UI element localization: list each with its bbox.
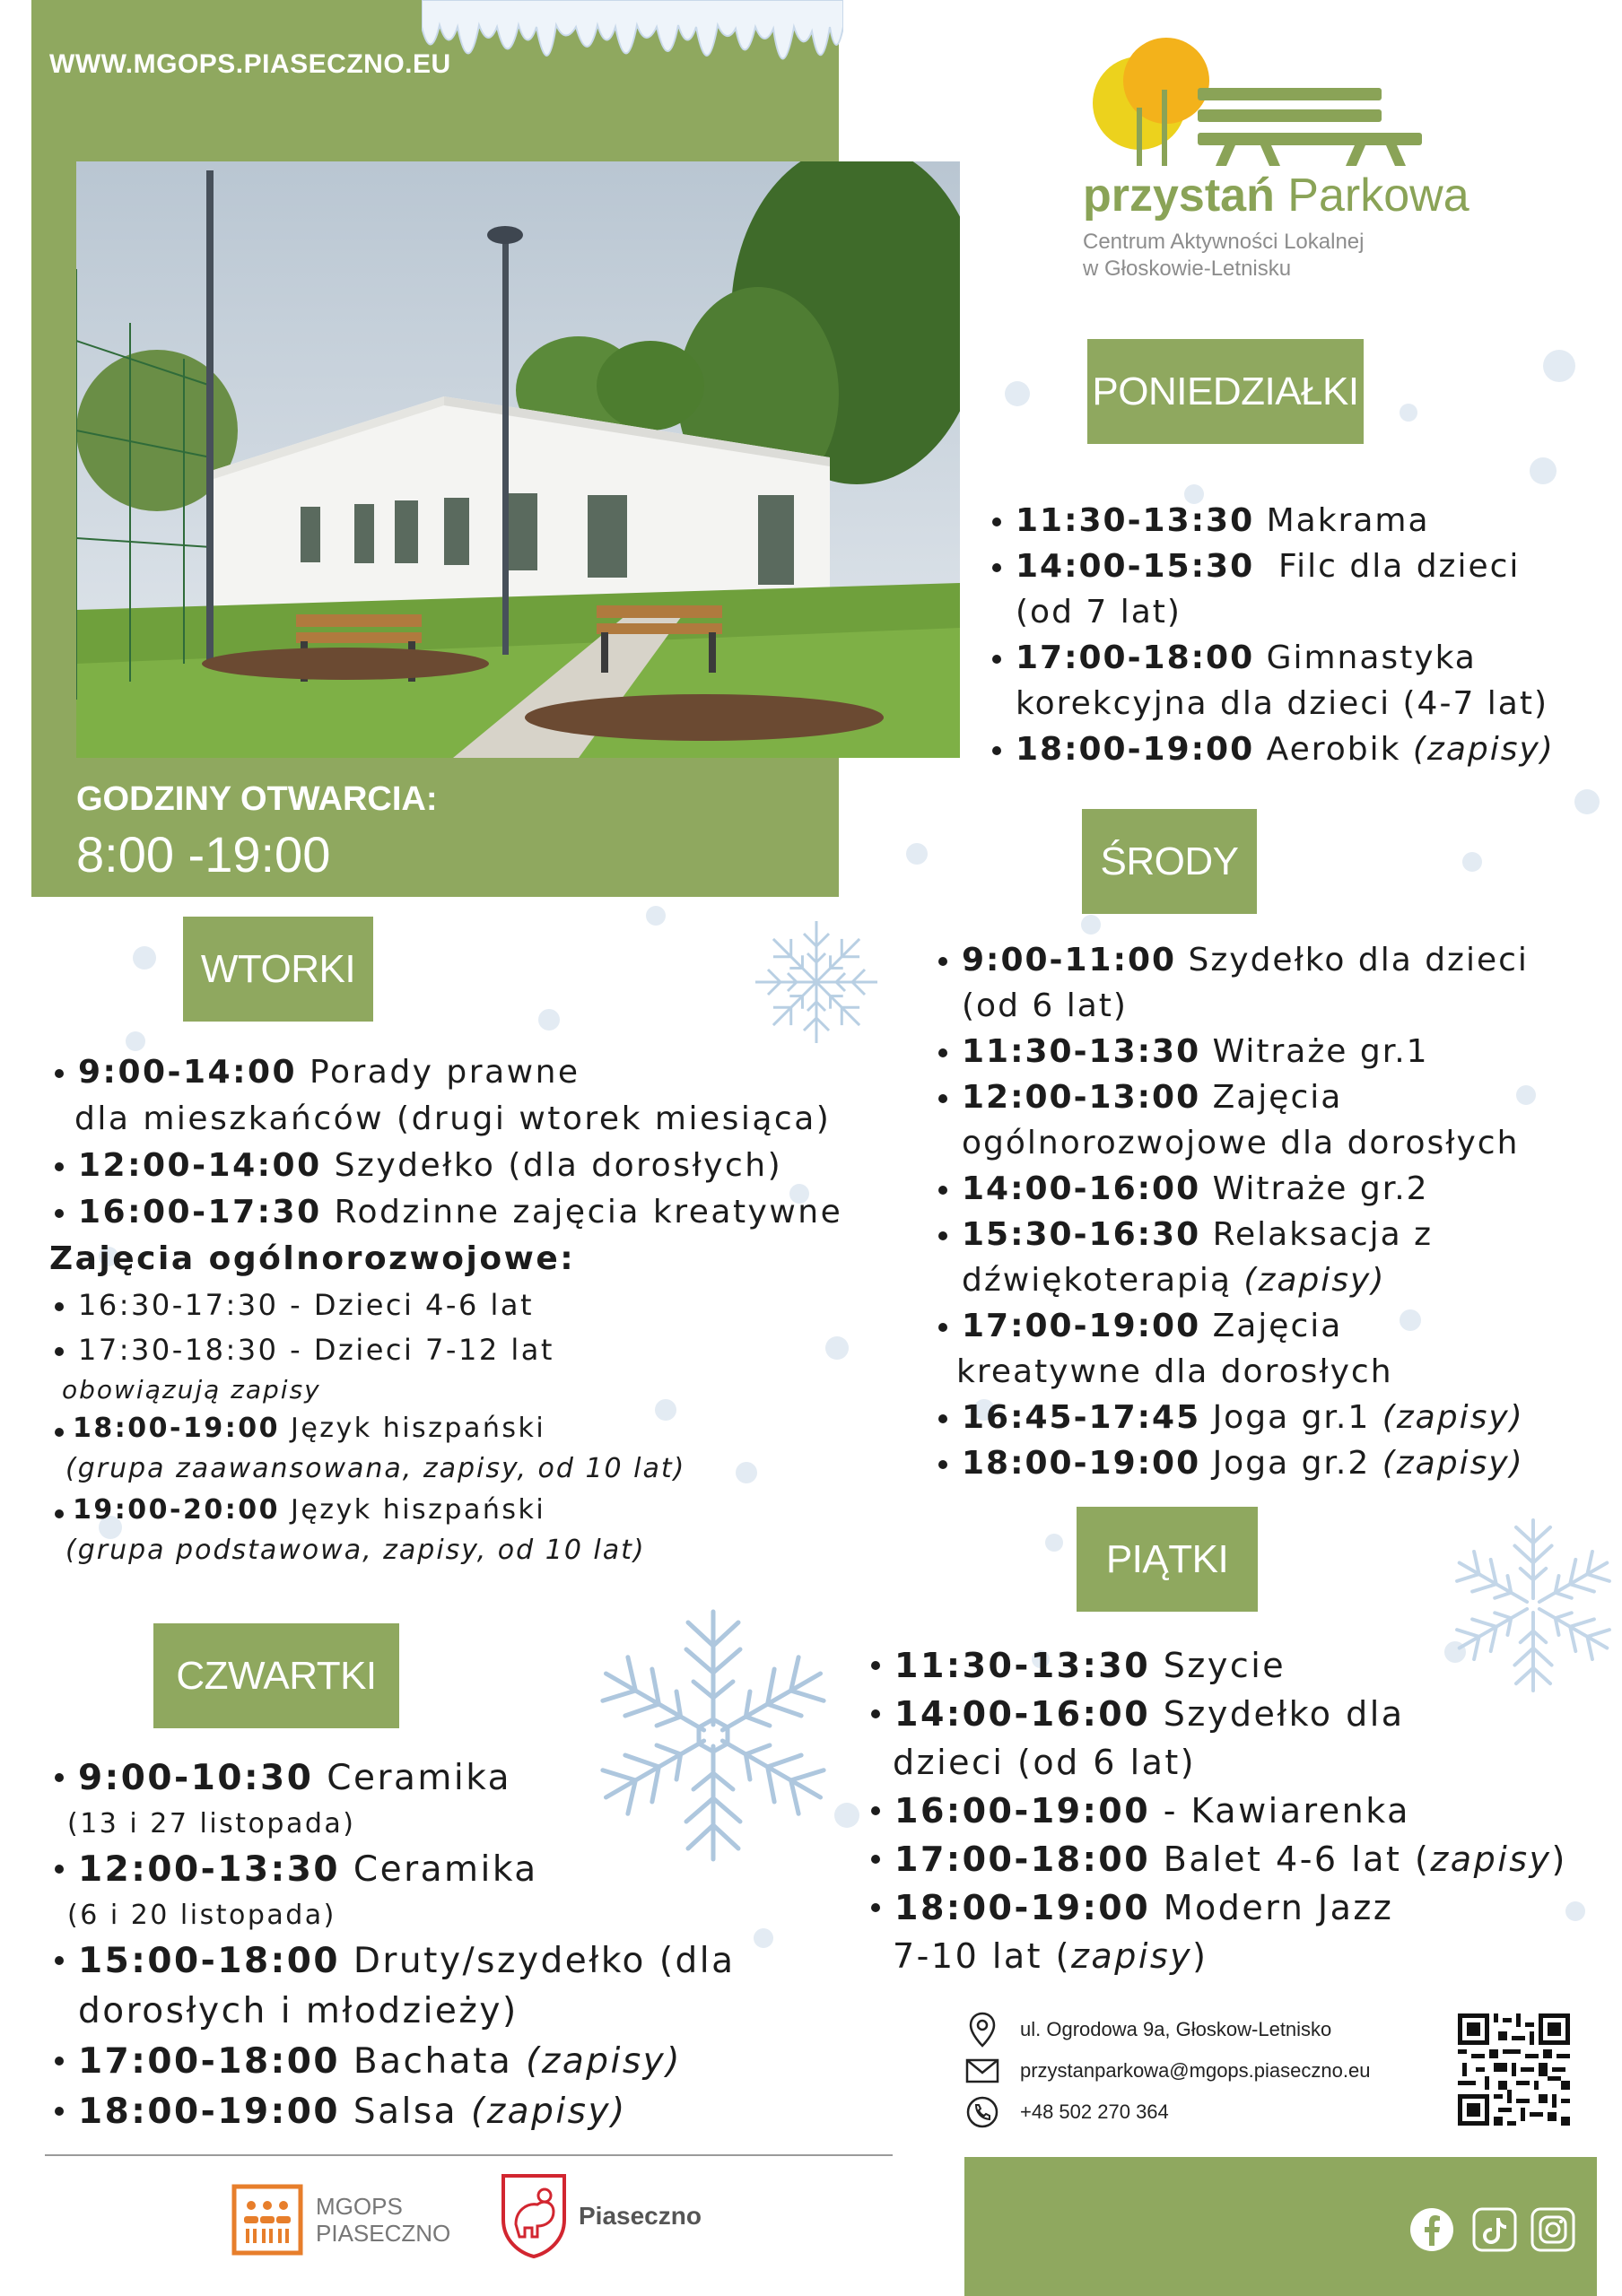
logo-subtitle: Centrum Aktywności Lokalnej w Głoskowie-Letnisku — [1083, 230, 1365, 281]
mondays-list — [987, 498, 1555, 772]
list-item-continuation: dźwiękoterapią (zapisy) — [962, 1262, 1386, 1299]
qr-code-icon[interactable] — [1458, 2013, 1570, 2126]
list-item-continuation: kreatywne dla dorosłych — [956, 1353, 1393, 1390]
mgops-logo-text: MGOPS PIASECZNO — [316, 2193, 451, 2247]
contact-block — [964, 2009, 1370, 2133]
list-item: 16:30-17:30 - Dzieci 4-6 lat — [49, 1283, 842, 1327]
list-item-note: (6 i 20 listopada) — [67, 1900, 336, 1931]
list-item: 16:00-19:00 - Kawiarenka — [866, 1787, 1567, 1835]
instagram-icon[interactable] — [1530, 2206, 1576, 2253]
heading-mondays: PONIEDZIAŁKI — [1087, 339, 1364, 444]
fridays-list — [866, 1641, 1567, 1980]
list-item: 9:00-10:30 Ceramika — [49, 1753, 736, 1804]
list-item-continuation: dorosłych i młodzieży) — [78, 1991, 519, 2031]
list-item: 18:00-19:00 Salsa (zapisy) — [49, 2087, 736, 2137]
signup-note: obowiązują zapisy — [62, 1375, 321, 1405]
list-item: 16:45-17:45 Joga gr.1 (zapisy) — [933, 1395, 1529, 1440]
list-item-continuation: korekcyjna dla dzieci (4-7 lat) — [1016, 685, 1549, 722]
list-item-continuation: 7-10 lat (zapisy) — [893, 1936, 1208, 1976]
piaseczno-coat-of-arms-icon — [498, 2170, 570, 2260]
phone-icon — [964, 2094, 1000, 2130]
list-item: 18:00-19:00 Joga gr.2 (zapisy) — [933, 1440, 1529, 1486]
list-item: 14:00-15:30 Filc dla dzieci — [987, 544, 1555, 589]
list-item-continuation: dla mieszkańców (drugi wtorek miesiąca) — [74, 1100, 832, 1137]
list-item: 17:00-18:00 Gimnastyka — [987, 635, 1555, 681]
list-item: 18:00-19:00 Modern Jazz — [866, 1883, 1567, 1932]
mgops-logo-icon — [231, 2184, 303, 2256]
website-link[interactable]: WWW.MGOPS.PIASECZNO.EU — [49, 49, 451, 79]
heading-thursdays: CZWARTKI — [153, 1623, 399, 1728]
location-pin-icon — [964, 2012, 1000, 2048]
tuesdays-list — [49, 1049, 842, 1571]
contact-phone[interactable]: +48 502 270 364 — [964, 2092, 1370, 2133]
building-photo — [76, 161, 960, 758]
tuesdays-subheading: Zajęcia ogólnorozwojowe: — [49, 1240, 576, 1277]
snowflake-icon — [749, 915, 884, 1049]
piaseczno-logo-text: Piaseczno — [579, 2202, 702, 2230]
facebook-icon[interactable] — [1408, 2206, 1455, 2253]
list-item: 16:00-17:30 Rodzinne zajęcia kreatywne — [49, 1189, 842, 1236]
list-item: 15:30-16:30 Relaksacja z — [933, 1212, 1529, 1257]
list-item: 11:30-13:30 Makrama — [987, 498, 1555, 544]
list-item: 12:00-14:00 Szydełko (dla dorosłych) — [49, 1143, 842, 1189]
thursdays-list — [49, 1753, 736, 2137]
list-item-continuation: ogólnorozwojowe dla dorosłych — [962, 1125, 1520, 1161]
list-item-continuation: (od 6 lat) — [962, 987, 1128, 1024]
list-item: 18:00-19:00 Język hiszpański — [49, 1408, 842, 1448]
list-item: 12:00-13:30 Ceramika — [49, 1845, 736, 1895]
opening-hours-label: GODZINY OTWARCIA: — [76, 780, 438, 818]
list-item: 17:00-18:00 Balet 4-6 lat (zapisy) — [866, 1835, 1567, 1883]
list-item: 17:00-18:00 Bachata (zapisy) — [49, 2037, 736, 2087]
logo-title: przystań Parkowa — [1083, 170, 1469, 222]
list-item: 17:00-19:00 Zajęcia — [933, 1303, 1529, 1349]
list-item: 14:00-16:00 Witraże gr.2 — [933, 1166, 1529, 1212]
contact-email[interactable]: przystanparkowa@mgops.piaseczno.eu — [964, 2050, 1370, 2092]
list-item: 19:00-20:00 Język hiszpański — [49, 1490, 842, 1530]
contact-address: ul. Ogrodowa 9a, Głoskow-Letnisko — [964, 2009, 1370, 2050]
icicles-decoration — [422, 0, 843, 99]
heading-tuesdays: WTORKI — [183, 917, 373, 1022]
list-item-continuation: dzieci (od 6 lat) — [893, 1743, 1197, 1782]
list-item: 18:00-19:00 Aerobik (zapisy) — [987, 726, 1555, 772]
list-item-note: (grupa podstawowa, zapisy, od 10 lat) — [65, 1535, 646, 1566]
list-item: 9:00-11:00 Szydełko dla dzieci — [933, 937, 1529, 983]
list-item-note: (13 i 27 listopada) — [67, 1808, 356, 1839]
list-item: 17:30-18:30 - Dzieci 7-12 lat — [49, 1327, 842, 1372]
divider — [45, 2154, 893, 2156]
list-item: 14:00-16:00 Szydełko dla — [866, 1690, 1567, 1738]
wednesdays-list — [933, 937, 1529, 1486]
list-item: 11:30-13:30 Szycie — [866, 1641, 1567, 1690]
list-item: 9:00-14:00 Porady prawne — [49, 1049, 842, 1096]
list-item: 12:00-13:00 Zajęcia — [933, 1074, 1529, 1120]
heading-fridays: PIĄTKI — [1077, 1507, 1258, 1612]
heading-wednesdays: ŚRODY — [1082, 809, 1257, 914]
list-item-continuation: (od 7 lat) — [1016, 594, 1182, 631]
przystan-parkowa-logo-icon — [1072, 36, 1521, 170]
envelope-icon — [964, 2053, 1000, 2089]
opening-hours-value: 8:00 -19:00 — [76, 826, 331, 883]
list-item: 11:30-13:30 Witraże gr.1 — [933, 1029, 1529, 1074]
tiktok-icon[interactable] — [1471, 2206, 1518, 2253]
list-item: 15:00-18:00 Druty/szydełko (dla — [49, 1936, 736, 1987]
list-item-note: (grupa zaawansowana, zapisy, od 10 lat) — [65, 1453, 686, 1484]
